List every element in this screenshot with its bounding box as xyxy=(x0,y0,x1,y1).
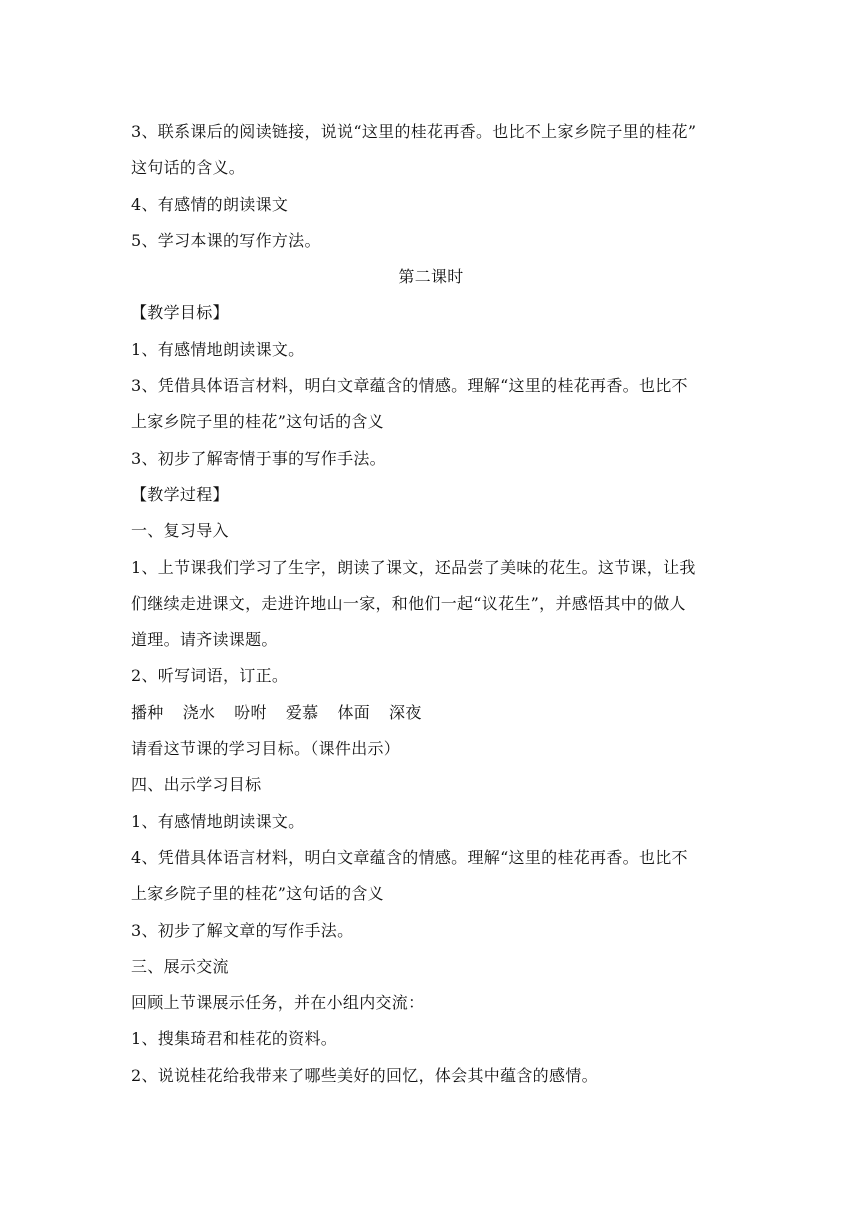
text-line: 这句话的含义。 xyxy=(131,158,246,178)
text-line: 道理。请齐读课题。 xyxy=(131,630,278,650)
dictation-word: 爱慕 xyxy=(285,702,319,722)
text-line: 1、上节课我们学习了生字，朗读了课文，还品尝了美味的花生。这节课，让我 xyxy=(131,557,696,577)
text-line: 上家乡院子里的桂花”这句话的含义 xyxy=(131,884,384,904)
text-line: 1、有感情地朗读课文。 xyxy=(131,811,305,831)
dictation-word: 吩咐 xyxy=(234,702,267,722)
text-line: 上家乡院子里的桂花”这句话的含义 xyxy=(131,412,384,432)
dictation-word: 浇水 xyxy=(182,702,216,722)
text-line: 四、出示学习目标 xyxy=(131,775,262,795)
text-line: 【教学过程】 xyxy=(131,484,229,504)
text-line: 请看这节课的学习目标。（课件出示） xyxy=(131,739,401,759)
text-line: 5、学习本课的写作方法。 xyxy=(131,230,321,250)
dictation-word: 深夜 xyxy=(389,702,422,722)
text-line: 2、听写词语，订正。 xyxy=(131,666,289,686)
text-line: 们继续走进课文，走进许地山一家，和他们一起“议花生”，并感悟其中的做人 xyxy=(131,593,686,613)
text-line: 3、凭借具体语言材料，明白文章蕴含的情感。理解“这里的桂花再香。也比不 xyxy=(131,376,688,396)
dictation-word: 播种 xyxy=(131,702,164,722)
document-body xyxy=(131,114,731,1094)
text-line: 三、展示交流 xyxy=(131,956,229,976)
section-heading: 第二课时 xyxy=(398,267,464,287)
text-line: 【教学目标】 xyxy=(131,303,229,323)
dictation-word-list xyxy=(131,695,731,731)
text-line: 3、初步了解文章的写作手法。 xyxy=(131,920,354,940)
text-block-after xyxy=(131,731,731,1094)
text-line: 4、凭借具体语言材料，明白文章蕴含的情感。理解“这里的桂花再香。也比不 xyxy=(131,847,688,867)
text-line: 一、复习导入 xyxy=(131,521,229,541)
text-line: 3、初步了解寄情于事的写作手法。 xyxy=(131,448,386,468)
text-line: 4、有感情的朗读课文 xyxy=(131,194,289,214)
text-block-before xyxy=(131,114,731,695)
text-line: 1、搜集琦君和桂花的资料。 xyxy=(131,1029,338,1049)
text-line: 3、联系课后的阅读链接，说说“这里的桂花再香。也比不上家乡院子里的桂花” xyxy=(131,122,697,141)
dictation-word: 体面 xyxy=(337,702,371,722)
text-line: 回顾上节课展示任务，并在小组内交流： xyxy=(131,993,425,1013)
text-line: 2、说说桂花给我带来了哪些美好的回忆，体会其中蕴含的感情。 xyxy=(131,1065,598,1085)
text-line: 1、有感情地朗读课文。 xyxy=(131,339,305,359)
